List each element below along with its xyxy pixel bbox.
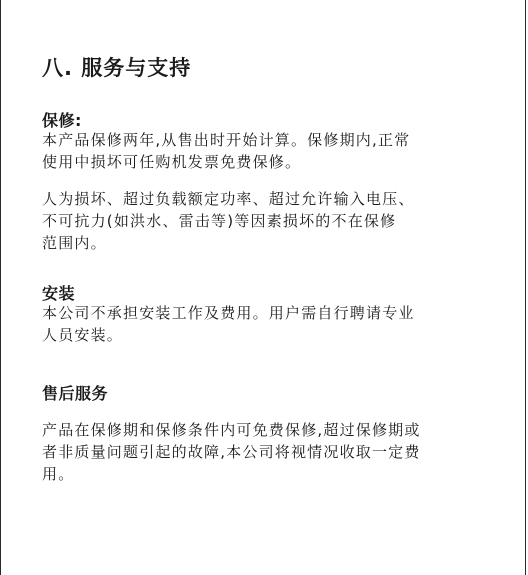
after-sales-heading: 售后服务 — [42, 384, 109, 403]
text-line: 本公司不承担安装工作及费用。用户需自行聘请专业 — [42, 304, 415, 322]
section-title: 八. 服务与支持 — [42, 56, 192, 80]
after-sales-paragraph — [42, 419, 492, 485]
text-line: 用。 — [42, 465, 75, 483]
installation-heading: 安装 — [42, 284, 76, 303]
warranty-heading: 保修: — [42, 111, 82, 130]
text-line: 本产品保修两年,从售出时开始计算。保修期内,正常 — [42, 131, 411, 149]
installation-paragraph — [42, 302, 492, 346]
warranty-paragraph-2 — [42, 188, 492, 254]
warranty-paragraph-1 — [42, 129, 492, 173]
text-line: 者非质量问题引起的故障,本公司将视情况收取一定费 — [42, 443, 421, 461]
text-line: 范围内。 — [42, 234, 107, 252]
text-line: 人员安装。 — [42, 326, 124, 344]
text-line: 使用中损坏可任购机发票免费保修。 — [42, 153, 302, 171]
text-line: 产品在保修期和保修条件内可免费保修,超过保修期或 — [42, 421, 421, 439]
text-line: 不可抗力(如洪水、雷击等)等因素损坏的不在保修 — [42, 212, 397, 230]
text-line: 人为损坏、超过负载额定功率、超过允许输入电压、 — [42, 190, 415, 208]
